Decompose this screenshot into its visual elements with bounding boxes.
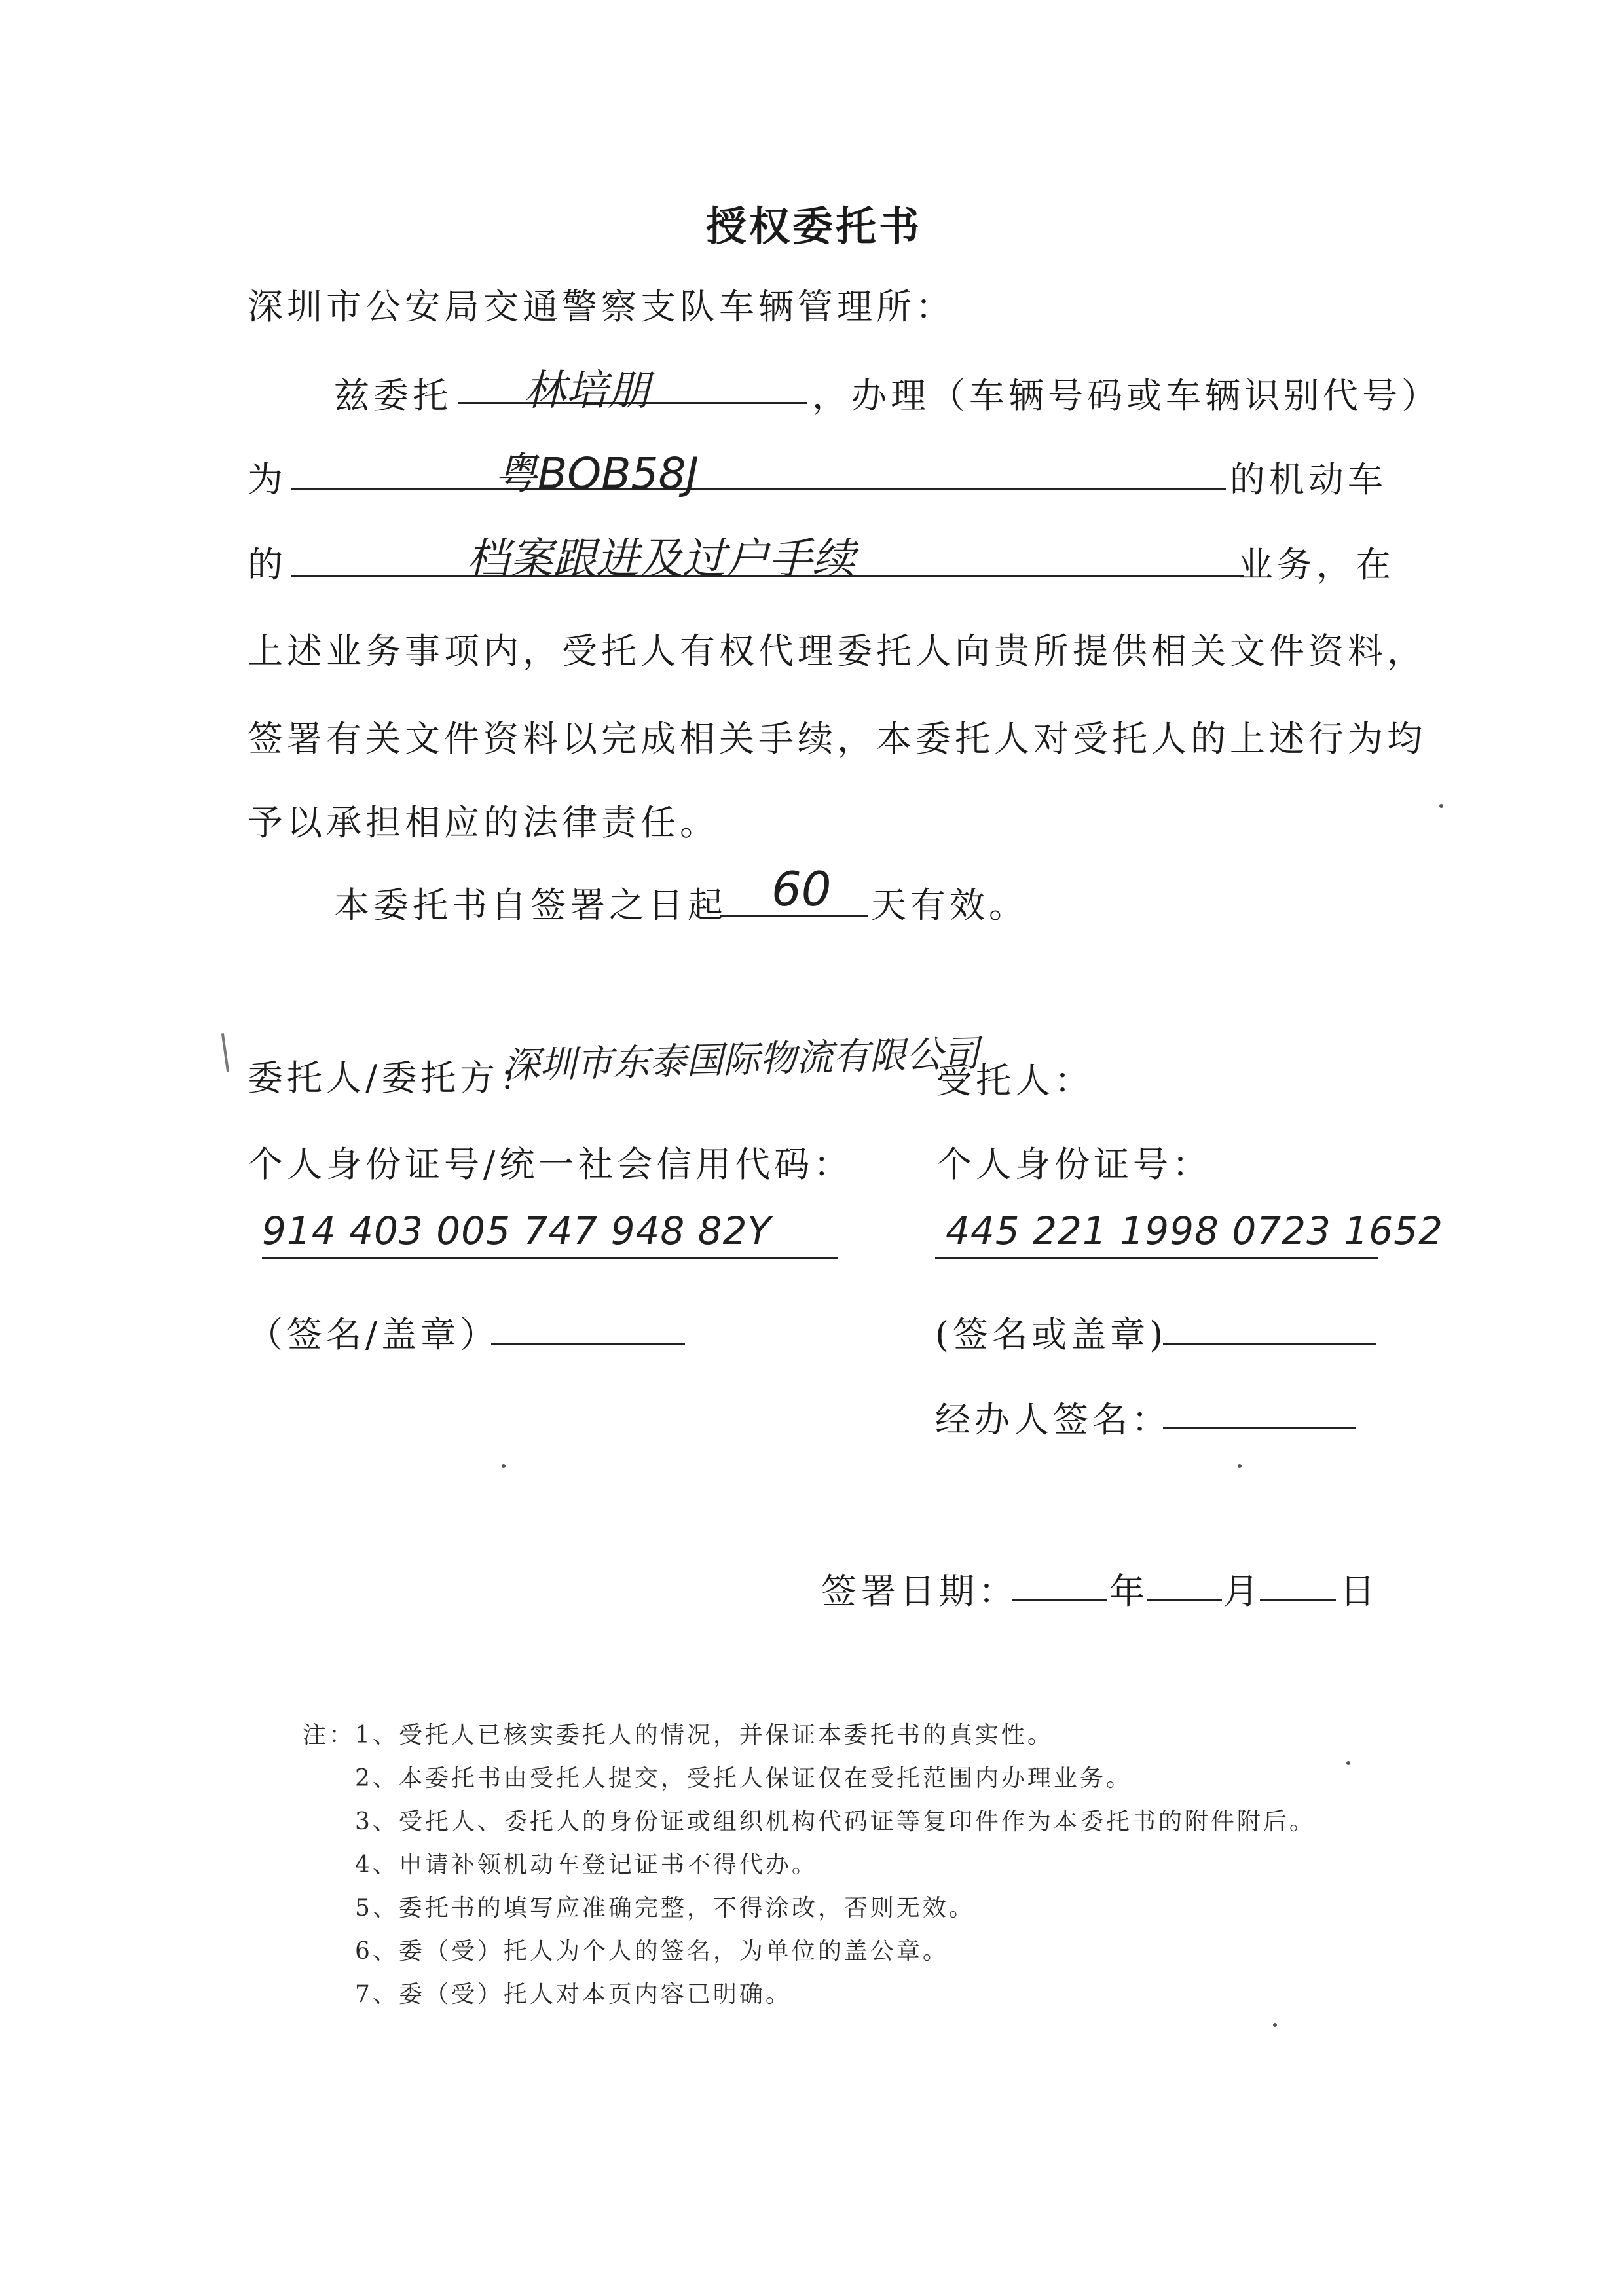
- scan-edge-mark: [221, 1033, 229, 1072]
- plate-handwritten: 粤BOB58J: [494, 448, 699, 499]
- scan-speck: [1273, 2023, 1277, 2027]
- business-handwritten: 档案跟进及过户手续: [466, 534, 855, 584]
- principal-id-underline: [262, 1257, 838, 1259]
- sign-month-underline: [1147, 1599, 1222, 1601]
- sign-day-label: 日: [1340, 1571, 1379, 1612]
- sign-day-underline: [1260, 1599, 1336, 1601]
- business-suffix: 业务，在: [1238, 544, 1395, 585]
- vehicle-suffix: 的机动车: [1230, 459, 1387, 500]
- validity-suffix: 天有效。: [871, 884, 1028, 926]
- document-title: 授权委托书: [706, 202, 923, 250]
- scan-speck: [502, 1464, 506, 1468]
- agent-sign-underline: [1163, 1343, 1376, 1345]
- note-4: 4、申请补领机动车登记证书不得代办。: [355, 1851, 818, 1878]
- note-7: 7、委（受）托人对本页内容已明确。: [355, 1981, 792, 2008]
- entrust-prefix: 兹委托: [334, 375, 452, 416]
- agent-label: 受托人：: [936, 1060, 1094, 1101]
- scan-speck: [1238, 1464, 1242, 1468]
- principal-id-label: 个人身份证号/统一社会信用代码：: [248, 1144, 853, 1185]
- handler-sign-label: 经办人签名：: [935, 1399, 1171, 1440]
- addressee: 深圳市公安局交通警察支队车辆管理所：: [248, 286, 955, 327]
- sign-year-label: 年: [1109, 1571, 1149, 1612]
- agent-name-handwritten: 林培朋: [524, 367, 650, 415]
- principal-id-handwritten: 914 403 005 747 948 82Y: [262, 1209, 771, 1253]
- sign-month-label: 月: [1223, 1571, 1263, 1612]
- principal-sign-underline: [491, 1343, 685, 1345]
- note-5: 5、委托书的填写应准确完整，不得涂改，否则无效。: [355, 1895, 975, 1922]
- agent-id-handwritten: 445 221 1998 0723 1652: [946, 1209, 1443, 1253]
- sign-date-label: 签署日期：: [821, 1571, 1018, 1612]
- plate-underline: [291, 488, 1226, 490]
- entrust-suffix: ，办理（车辆号码或车辆识别代号）: [812, 375, 1441, 416]
- principal-label: 委托人/委托方：: [248, 1057, 539, 1099]
- note-2: 2、本委托书由受托人提交，受托人保证仅在受托范围内办理业务。: [355, 1765, 1132, 1792]
- agent-id-underline: [935, 1257, 1378, 1259]
- validity-days-handwritten: 60: [771, 862, 832, 917]
- sign-year-underline: [1012, 1599, 1107, 1601]
- vehicle-prefix: 为: [248, 459, 287, 500]
- validity-prefix: 本委托书自签署之日起: [334, 884, 727, 926]
- principal-sign-label: （签名/盖章）: [248, 1314, 500, 1355]
- paragraph-line-3: 予以承担相应的法律责任。: [248, 802, 719, 843]
- agent-sign-label: (签名或盖章): [935, 1314, 1168, 1355]
- principal-name-handwritten: 深圳市东泰国际物流有限公司: [502, 1032, 980, 1087]
- handler-sign-underline: [1163, 1427, 1356, 1429]
- agent-id-label: 个人身份证号：: [936, 1144, 1211, 1185]
- paragraph-line-1: 上述业务事项内，受托人有权代理委托人向贵所提供相关文件资料，: [248, 630, 1426, 672]
- paragraph-line-2: 签署有关文件资料以完成相关手续，本委托人对受托人的上述行为均: [248, 718, 1426, 759]
- scan-speck: [1346, 1761, 1350, 1765]
- note-3: 3、受托人、委托人的身份证或组织机构代码证等复印件作为本委托书的附件附后。: [355, 1808, 1316, 1835]
- business-prefix: 的: [248, 544, 287, 585]
- note-1: 注：1、受托人已核实委托人的情况，并保证本委托书的真实性。: [303, 1722, 1054, 1749]
- note-6: 6、委（受）托人为个人的签名，为单位的盖公章。: [355, 1938, 949, 1965]
- scan-speck: [1439, 804, 1443, 808]
